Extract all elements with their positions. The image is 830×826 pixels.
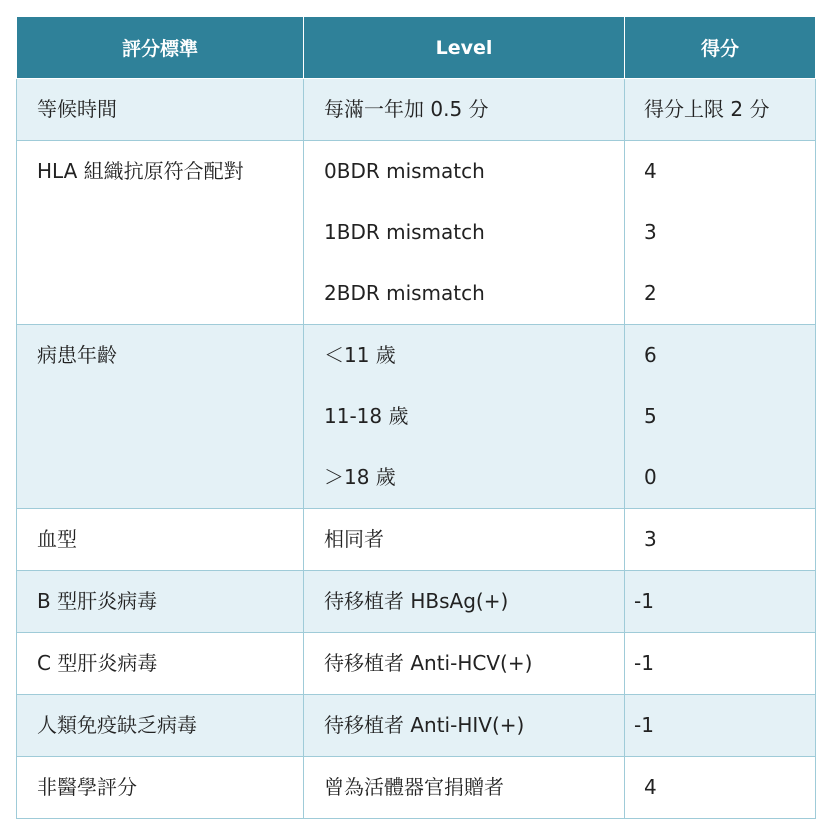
level-cell: 11-18 歲	[324, 404, 409, 428]
level-cell: 每滿一年加 0.5 分	[324, 97, 489, 121]
level-cell: ＜11 歲	[324, 343, 396, 367]
header-score: 得分	[625, 17, 816, 79]
criteria-cell: 人類免疫缺乏病毒	[37, 713, 197, 737]
criteria-cell: 病患年齡	[37, 343, 117, 367]
table-row	[17, 633, 816, 695]
score-cell: 3	[644, 220, 657, 244]
score-cell: 0	[644, 465, 657, 489]
table-row	[17, 79, 816, 141]
criteria-cell: 血型	[37, 527, 77, 551]
criteria-cell: 等候時間	[37, 97, 117, 121]
level-cell: 曾為活體器官捐贈者	[324, 775, 504, 799]
score-cell: 5	[644, 404, 657, 428]
score-cell: -1	[634, 651, 654, 675]
level-cell: 待移植者 Anti-HCV(+)	[324, 651, 533, 675]
criteria-cell: B 型肝炎病毒	[37, 589, 158, 613]
level-cell: ＞18 歲	[324, 465, 396, 489]
score-cell: -1	[634, 713, 654, 737]
score-cell: -1	[634, 589, 654, 613]
level-cell: 2BDR mismatch	[324, 281, 485, 305]
table-row	[17, 757, 816, 819]
criteria-cell: 非醫學評分	[37, 775, 137, 799]
criteria-cell: C 型肝炎病毒	[37, 651, 158, 675]
table-row	[17, 695, 816, 757]
level-cell: 0BDR mismatch	[324, 159, 485, 183]
table-row	[17, 509, 816, 571]
score-cell: 4	[644, 159, 657, 183]
level-cell: 相同者	[324, 527, 384, 551]
criteria-cell: HLA 組織抗原符合配對	[37, 159, 244, 183]
table-header-row	[17, 17, 816, 79]
score-cell: 得分上限 2 分	[644, 97, 770, 121]
level-cell: 待移植者 HBsAg(+)	[324, 589, 509, 613]
header-level: Level	[304, 17, 625, 79]
level-cell: 1BDR mismatch	[324, 220, 485, 244]
level-cell: 待移植者 Anti-HIV(+)	[324, 713, 525, 737]
table-row	[17, 325, 816, 509]
score-cell: 6	[644, 343, 657, 367]
score-cell: 4	[644, 775, 657, 799]
score-cell: 2	[644, 281, 657, 305]
score-cell: 3	[644, 527, 657, 551]
table-row	[17, 571, 816, 633]
scoring-table	[16, 16, 816, 819]
header-criteria: 評分標準	[17, 17, 304, 79]
table-row	[17, 141, 816, 325]
